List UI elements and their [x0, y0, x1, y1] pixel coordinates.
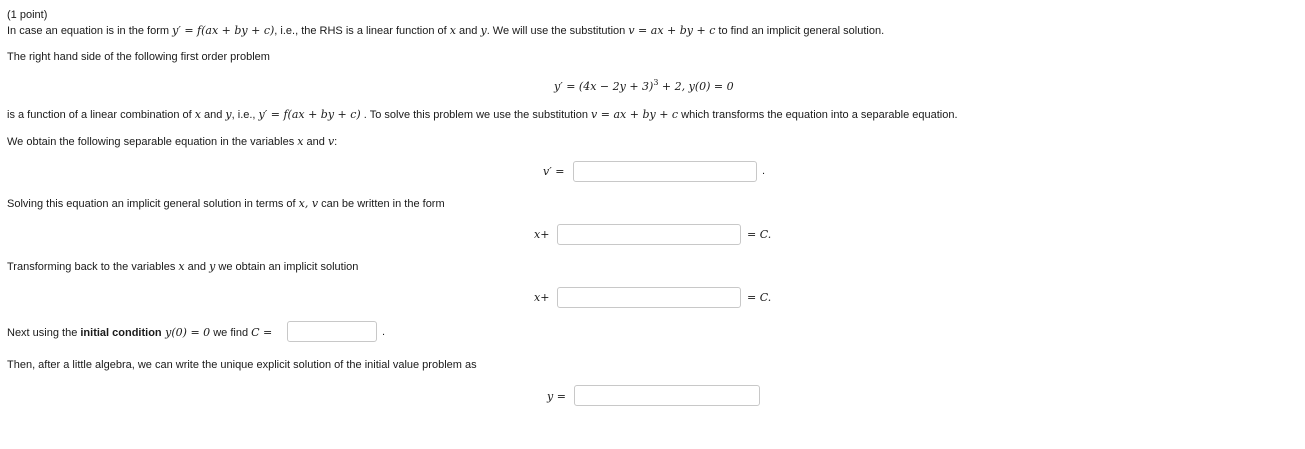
- explicit-solution-input[interactable]: [574, 385, 760, 406]
- implicit-xy-text-1: Transforming back to the variables: [7, 261, 179, 273]
- linear-text-1: is a function of a linear combination of: [7, 109, 195, 121]
- constant-c-trailing-period: .: [382, 326, 386, 338]
- intro-math-x: x: [449, 24, 456, 37]
- equation-right: + 2, y(0) = 0: [658, 80, 734, 93]
- initial-condition-paragraph: [7, 326, 272, 339]
- explicit-y-label: y =: [547, 390, 566, 403]
- explicit-paragraph: Then, after a little algebra, we can write the unique explicit solution of the initial value problem as: [7, 359, 477, 371]
- implicit-xv-paragraph: [7, 197, 445, 210]
- implicit-xv-text-2: can be written in the form: [318, 198, 445, 210]
- separable-text-1: We obtain the following separable equation in the variables: [7, 136, 298, 148]
- linear-math-substitution: v = ax + by + c: [591, 108, 679, 121]
- implicit-xv-prefix: x+: [534, 228, 550, 241]
- implicit-xy-text-3: we obtain an implicit solution: [215, 261, 359, 273]
- points-label: (1 point): [7, 9, 48, 21]
- intro-text-5: to find an implicit general solution.: [715, 25, 885, 37]
- linear-text-3: , i.e.,: [231, 109, 259, 121]
- separable-paragraph: [7, 135, 337, 148]
- initial-math-c: C =: [251, 326, 273, 339]
- implicit-xy-suffix: = C.: [747, 291, 772, 304]
- linear-paragraph: [7, 108, 958, 121]
- implicit-xy-math-x: x: [178, 260, 185, 273]
- linear-text-2: and: [200, 109, 226, 121]
- intro-text-1: In case an equation is in the form: [7, 25, 173, 37]
- equation-left: y′ = (4x − 2y + 3): [554, 80, 654, 93]
- linear-text-4: . To solve this problem we use the substitution: [360, 109, 592, 121]
- intro-text-4: . We will use the substitution: [486, 25, 629, 37]
- rhs-paragraph: The right hand side of the following first order problem: [7, 51, 270, 63]
- linear-math-form: y′ = f(ax + by + c): [258, 108, 361, 121]
- implicit-xv-input[interactable]: [557, 224, 741, 245]
- linear-math-y: y: [225, 108, 232, 121]
- v-prime-label: v′ =: [543, 165, 565, 178]
- initial-condition-bold: initial condition: [80, 327, 162, 339]
- separable-math-x: x: [297, 135, 304, 148]
- implicit-xy-text-2: and: [184, 261, 210, 273]
- separable-text-3: :: [334, 136, 338, 148]
- equation-exponent: 3: [653, 78, 659, 87]
- initial-math-condition: y(0) = 0: [161, 326, 211, 339]
- intro-math-form: y′ = f(ax + by + c): [172, 24, 275, 37]
- intro-text-3: and: [456, 25, 481, 37]
- initial-text-1: Next using the: [7, 327, 81, 339]
- intro-math-substitution: v = ax + by + c: [628, 24, 716, 37]
- implicit-xv-suffix: = C.: [747, 228, 772, 241]
- implicit-xy-prefix: x+: [534, 291, 550, 304]
- intro-paragraph: [7, 24, 884, 37]
- implicit-xy-paragraph: [7, 260, 358, 273]
- initial-text-2: we find: [210, 327, 252, 339]
- intro-text-2: , i.e., the RHS is a linear function of: [274, 25, 450, 37]
- v-prime-input[interactable]: [573, 161, 757, 182]
- separable-math-v: v: [327, 135, 335, 148]
- implicit-xv-math-vars: x, v: [298, 197, 319, 210]
- problem-equation: [554, 78, 734, 93]
- v-prime-trailing-period: .: [762, 165, 766, 177]
- intro-math-y: y: [480, 24, 487, 37]
- implicit-xv-text-1: Solving this equation an implicit general solution in terms of: [7, 198, 299, 210]
- implicit-xy-math-y: y: [209, 260, 216, 273]
- implicit-xy-input[interactable]: [557, 287, 741, 308]
- constant-c-input[interactable]: [287, 321, 377, 342]
- linear-text-5: which transforms the equation into a separable equation.: [678, 109, 958, 121]
- linear-math-x: x: [194, 108, 201, 121]
- separable-text-2: and: [303, 136, 328, 148]
